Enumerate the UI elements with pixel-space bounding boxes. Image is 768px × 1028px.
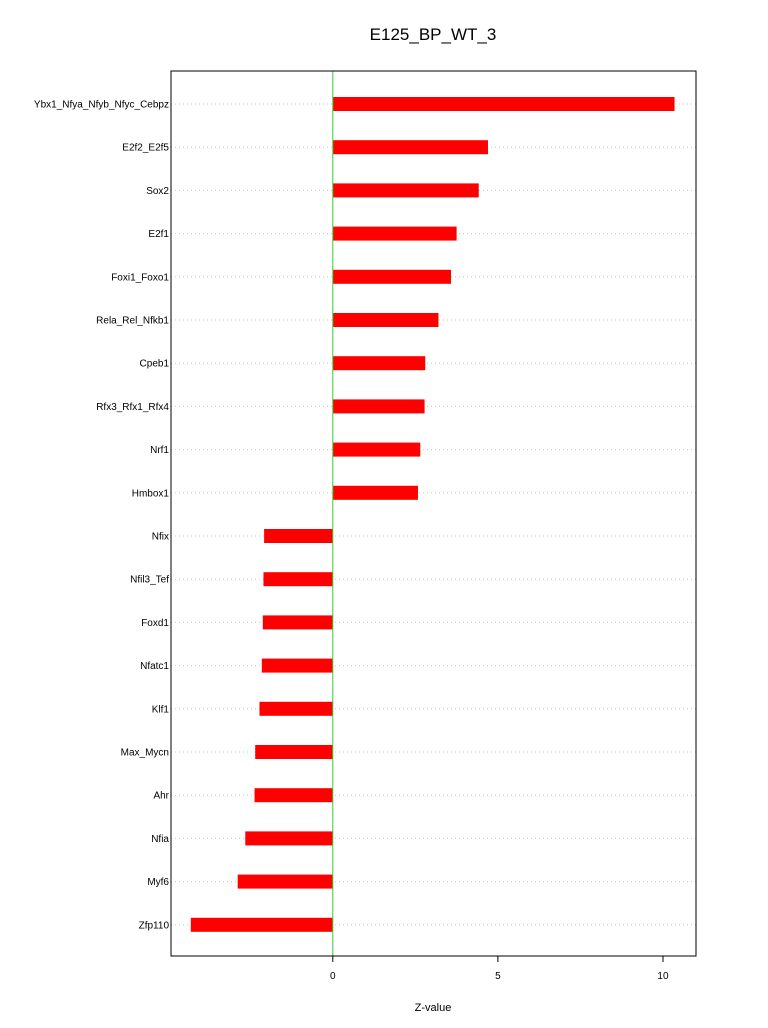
category-label: E2f2_E2f5 — [122, 142, 169, 154]
category-label: Zfp110 — [138, 920, 169, 932]
bar-foxd1 — [263, 615, 333, 629]
category-label: Ahr — [153, 790, 169, 802]
x-tick-label: 5 — [495, 971, 501, 982]
category-label: Ybx1_Nfya_Nfyb_Nfyc_Cebpz — [33, 99, 169, 111]
category-label: Nfatc1 — [140, 661, 169, 673]
category-label: Rela_Rel_Nfkb1 — [96, 315, 169, 327]
bar-cpeb1 — [333, 356, 425, 370]
bar-ybx1-nfya-nfyb-nfyc-cebpz — [333, 97, 675, 111]
category-label: Klf1 — [151, 704, 169, 716]
bar-rela-rel-nfkb1 — [333, 313, 439, 327]
bars — [191, 97, 675, 932]
bar-ahr — [255, 788, 333, 802]
bar-rfx3-rfx1-rfx4 — [333, 399, 425, 413]
x-tick-label: 10 — [657, 971, 669, 982]
category-label: Nfix — [151, 531, 169, 543]
category-label: Foxd1 — [141, 617, 169, 629]
bar-nrf1 — [333, 443, 421, 457]
category-label: Foxi1_Foxo1 — [111, 272, 169, 284]
bar-e2f1 — [333, 227, 457, 241]
x-tick-label: 0 — [330, 971, 336, 982]
category-label: Myf6 — [147, 877, 169, 889]
category-label: Max_Mycn — [120, 747, 169, 759]
category-labels — [34, 100, 170, 932]
category-label: Nrf1 — [150, 445, 169, 457]
bar-nfia — [245, 831, 333, 845]
bar-nfil3-tef — [263, 572, 332, 586]
bar-nfatc1 — [262, 659, 333, 673]
x-axis-label: Z-value — [414, 1002, 452, 1014]
category-label: E2f1 — [148, 229, 169, 241]
bar-max-mycn — [255, 745, 333, 759]
category-label: Sox2 — [146, 185, 169, 197]
bar-nfix — [264, 529, 333, 543]
bar-hmbox1 — [333, 486, 418, 500]
category-label: Nfil3_Tef — [130, 574, 169, 586]
chart-title: E125_BP_WT_3 — [369, 25, 497, 44]
category-label: Hmbox1 — [131, 488, 169, 500]
category-label: Rfx3_Rfx1_Rfx4 — [96, 401, 169, 413]
plot-frame — [171, 71, 696, 956]
bar-e2f2-e2f5 — [333, 140, 488, 154]
category-label: Cpeb1 — [139, 358, 169, 370]
bar-klf1 — [259, 702, 332, 716]
bar-zfp110 — [191, 918, 333, 932]
bar-myf6 — [238, 875, 333, 889]
bar-sox2 — [333, 183, 479, 197]
bar-foxi1-foxo1 — [333, 270, 451, 284]
x-axis-ticks — [330, 956, 669, 982]
category-label: Nfia — [151, 833, 169, 845]
